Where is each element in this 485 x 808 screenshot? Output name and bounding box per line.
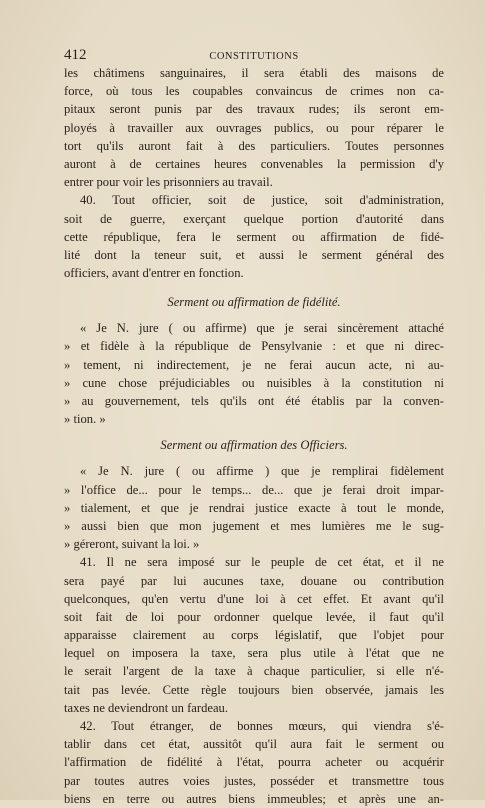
text-line: » l'office de... pour le temps... de... que je ferai droit impar- [64,482,444,497]
text-line: 41. Il ne sera imposé sur le peuple de cet état, et il ne [80,555,444,570]
text-line: tort qu'ils auront fait à des particuliers. Toutes personnes [64,138,444,153]
text-line: auront à de certaines heures convenables la permission d'y [64,156,444,171]
text-line: lequel on imposera la taxe, sera plus utile à l'état que ne [64,646,444,661]
page-header [64,47,444,64]
text-line: les châtimens sanguinaires, il sera établi des maisons de [64,66,444,80]
text-line: » et fidèle à la république de Pensylvanie : et que ni direc- [64,339,444,354]
text-line: tait pas levée. Cette règle toujours bien observée, jamais les [64,682,444,697]
text-line: lité dont la teneur suit, et aussi le serment général des [64,247,444,262]
text-line: apparaisse clairement au corps législatif, que l'objet pour [64,628,444,643]
text-line: 40. Tout officier, soit de justice, soit d'administration, [80,193,444,208]
oath-fidelity [64,319,444,428]
text-line: « Je N. jure ( ou affirme) que je serai sincèrement attaché [80,321,444,336]
paragraph-article-41 [64,553,444,717]
text-line: force, où tous les coupables convaincus de crimes non ca- [64,84,444,99]
oath-officers [64,462,444,553]
text-line: soit fait de loi pour ordonner quelque levée, il faut qu'il [64,609,444,624]
text-line: l'affirmation de fidélité à l'état, pourra acheter ou acquérir [64,755,444,770]
paragraph [64,64,444,191]
text-line: » géreront, suivant la loi. » [64,537,200,552]
text-line: cette république, fera le serment ou affirmation de fidé- [64,229,444,244]
text-line: » tion. » [64,412,106,427]
text-line: entrer pour voir les prisonniers au travail. [64,175,273,190]
text-line: le serait l'argent de la taxe à chaque particulier, si elle n'é- [64,664,444,679]
text-line: sera payé par lui aucunes taxe, douane ou contribution [64,573,444,588]
text-line: » aussi bien que mon jugement et mes lumières me le sug- [64,518,444,533]
text-line: tablir dans cet état, aussitôt qu'il aura fait le serment ou [64,737,444,752]
paragraph-article-42 [64,717,444,808]
text-line: » au gouvernement, tels qu'ils ont été établis par la conven- [64,394,444,408]
paragraph-article-40 [64,191,444,282]
text-line: » tialement, et que je rendrai justice exacte à tout le monde, [64,500,444,515]
text-line: soit de guerre, exerçant quelque portion d'autorité dans [64,211,444,226]
section-heading: Serment ou affirmation de fidélité. [167,295,341,310]
page-body [64,64,444,808]
running-head: CONSTITUTIONS [209,51,299,62]
text-line: pitaux seront punis par des travaux rudes; ils seront em- [64,102,444,117]
text-line: 42. Tout étranger, de bonnes mœurs, qui viendra s'é- [80,719,444,733]
text-line: par toutes autres voies justes, posséder et transmettre tous [64,773,444,788]
text-line: taxes ne deviendront un fardeau. [64,700,229,715]
text-line: biens en terre ou autres biens immeubles; et après une an- [64,791,444,806]
section-heading: Serment ou affirmation des Officiers. [160,438,348,453]
page-number: 412 [64,47,87,63]
text-line: ployés à travailler aux ouvrages publics, ou pour réparer le [64,120,444,135]
text-line: » tement, ni indirectement, je ne ferai aucun acte, ni au- [64,357,444,372]
text-line: officiers, avant d'entrer en fonction. [64,266,244,281]
text-line: « Je N. jure ( ou affirme ) que je remplirai fidèlement [80,464,444,479]
text-line: » cune chose préjudiciables ou nuisibles à la constitution ni [64,375,444,390]
text-line: quelconques, qu'en vertu d'une loi à cet effet. Et avant qu'il [64,591,444,606]
